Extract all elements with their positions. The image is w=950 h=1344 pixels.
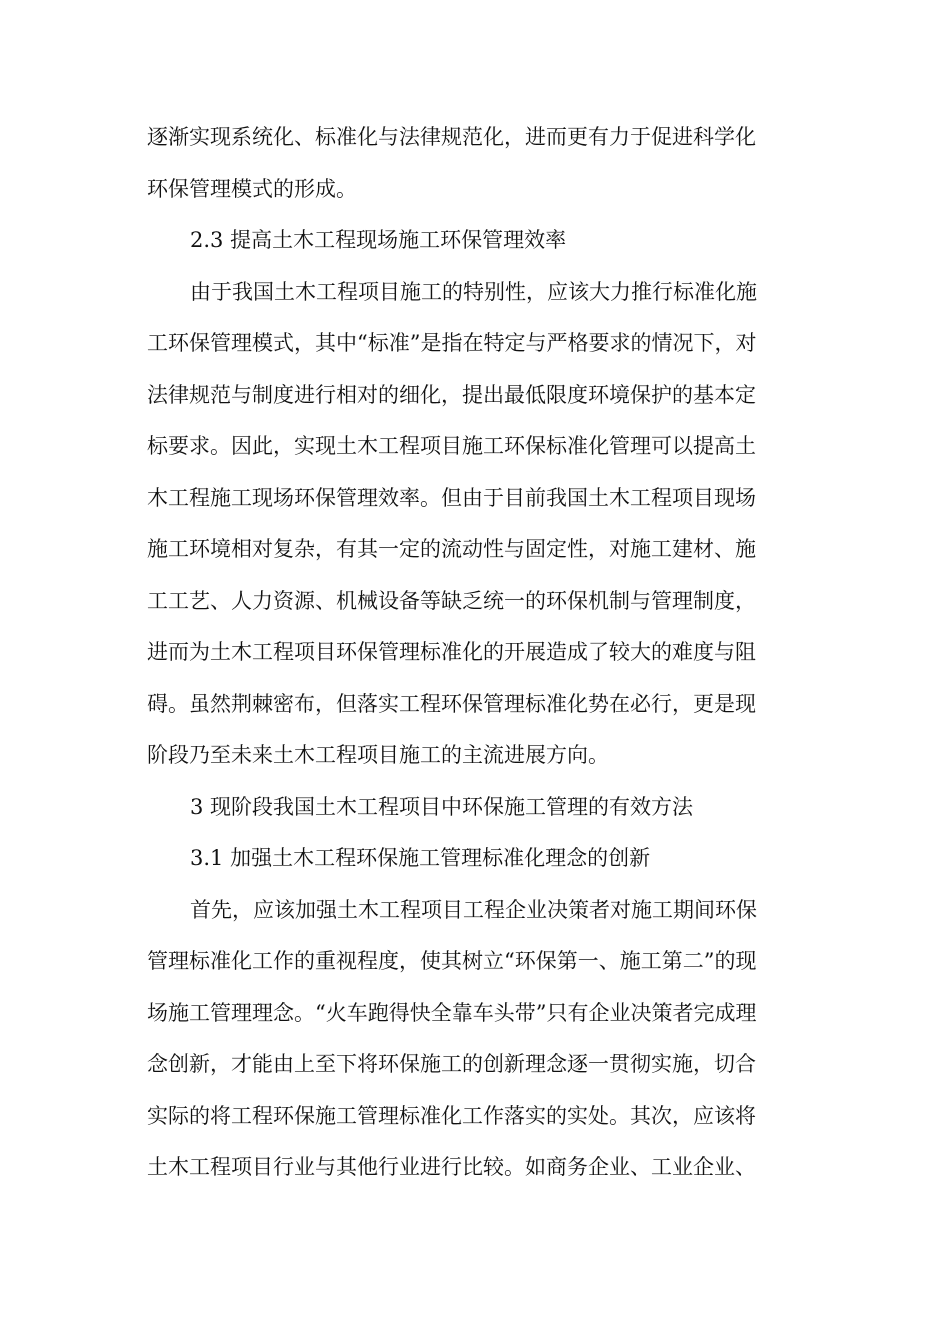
text-line: 土木工程项目行业与其他行业进行比较。如商务企业、工业企业、 (147, 1155, 756, 1179)
text-line: 实际的将工程环保施工管理标准化工作落实的实处。其次，应该将 (147, 1103, 756, 1128)
text-line: 管理标准化工作的重视程度，使其树立“环保第一、施工第二”的现 (147, 949, 757, 973)
text-line: 标要求。因此，实现土木工程项目施工环保标准化管理可以提高土 (147, 434, 756, 458)
text-line: 工环保管理模式，其中“标准”是指在特定与严格要求的情况下，对 (147, 331, 757, 355)
text-line: 碍。虽然荆棘密布，但落实工程环保管理标准化势在必行，更是现 (147, 691, 756, 716)
section-heading: 2.3 提高土木工程现场施工环保管理效率 (190, 228, 567, 252)
text-line: 逐渐实现系统化、标准化与法律规范化，进而更有力于促进科学化 (147, 125, 756, 149)
text-line: 进而为土木工程项目环保管理标准化的开展造成了较大的难度与阻 (147, 640, 756, 664)
text-line: 环保管理模式的形成。 (147, 176, 357, 201)
section-heading: 3 现阶段我国土木工程项目中环保施工管理的有效方法 (190, 794, 694, 819)
text-line: 由于我国土木工程项目施工的特别性，应该大力推行标准化施 (190, 279, 757, 304)
text-line: 施工环境相对复杂，有其一定的流动性与固定性，对施工建材、施 (147, 537, 756, 561)
text-line: 木工程施工现场环保管理效率。但由于目前我国土木工程项目现场 (147, 485, 756, 510)
text-line: 法律规范与制度进行相对的细化，提出最低限度环境保护的基本定 (147, 382, 756, 407)
text-line: 念创新，才能由上至下将环保施工的创新理念逐一贯彻实施，切合 (147, 1052, 756, 1076)
document-body (147, 112, 803, 1194)
text-line: 首先，应该加强土木工程项目工程企业决策者对施工期间环保 (190, 897, 757, 922)
text-line: 工工艺、人力资源、机械设备等缺乏统一的环保机制与管理制度， (147, 588, 756, 613)
text-line: 阶段乃至未来土木工程项目施工的主流进展方向。 (147, 743, 609, 767)
subsection-heading: 3.1 加强土木工程环保施工管理标准化理念的创新 (190, 846, 651, 870)
text-line: 场施工管理理念。“火车跑得快全靠车头带”只有企业决策者完成理 (147, 1000, 757, 1025)
